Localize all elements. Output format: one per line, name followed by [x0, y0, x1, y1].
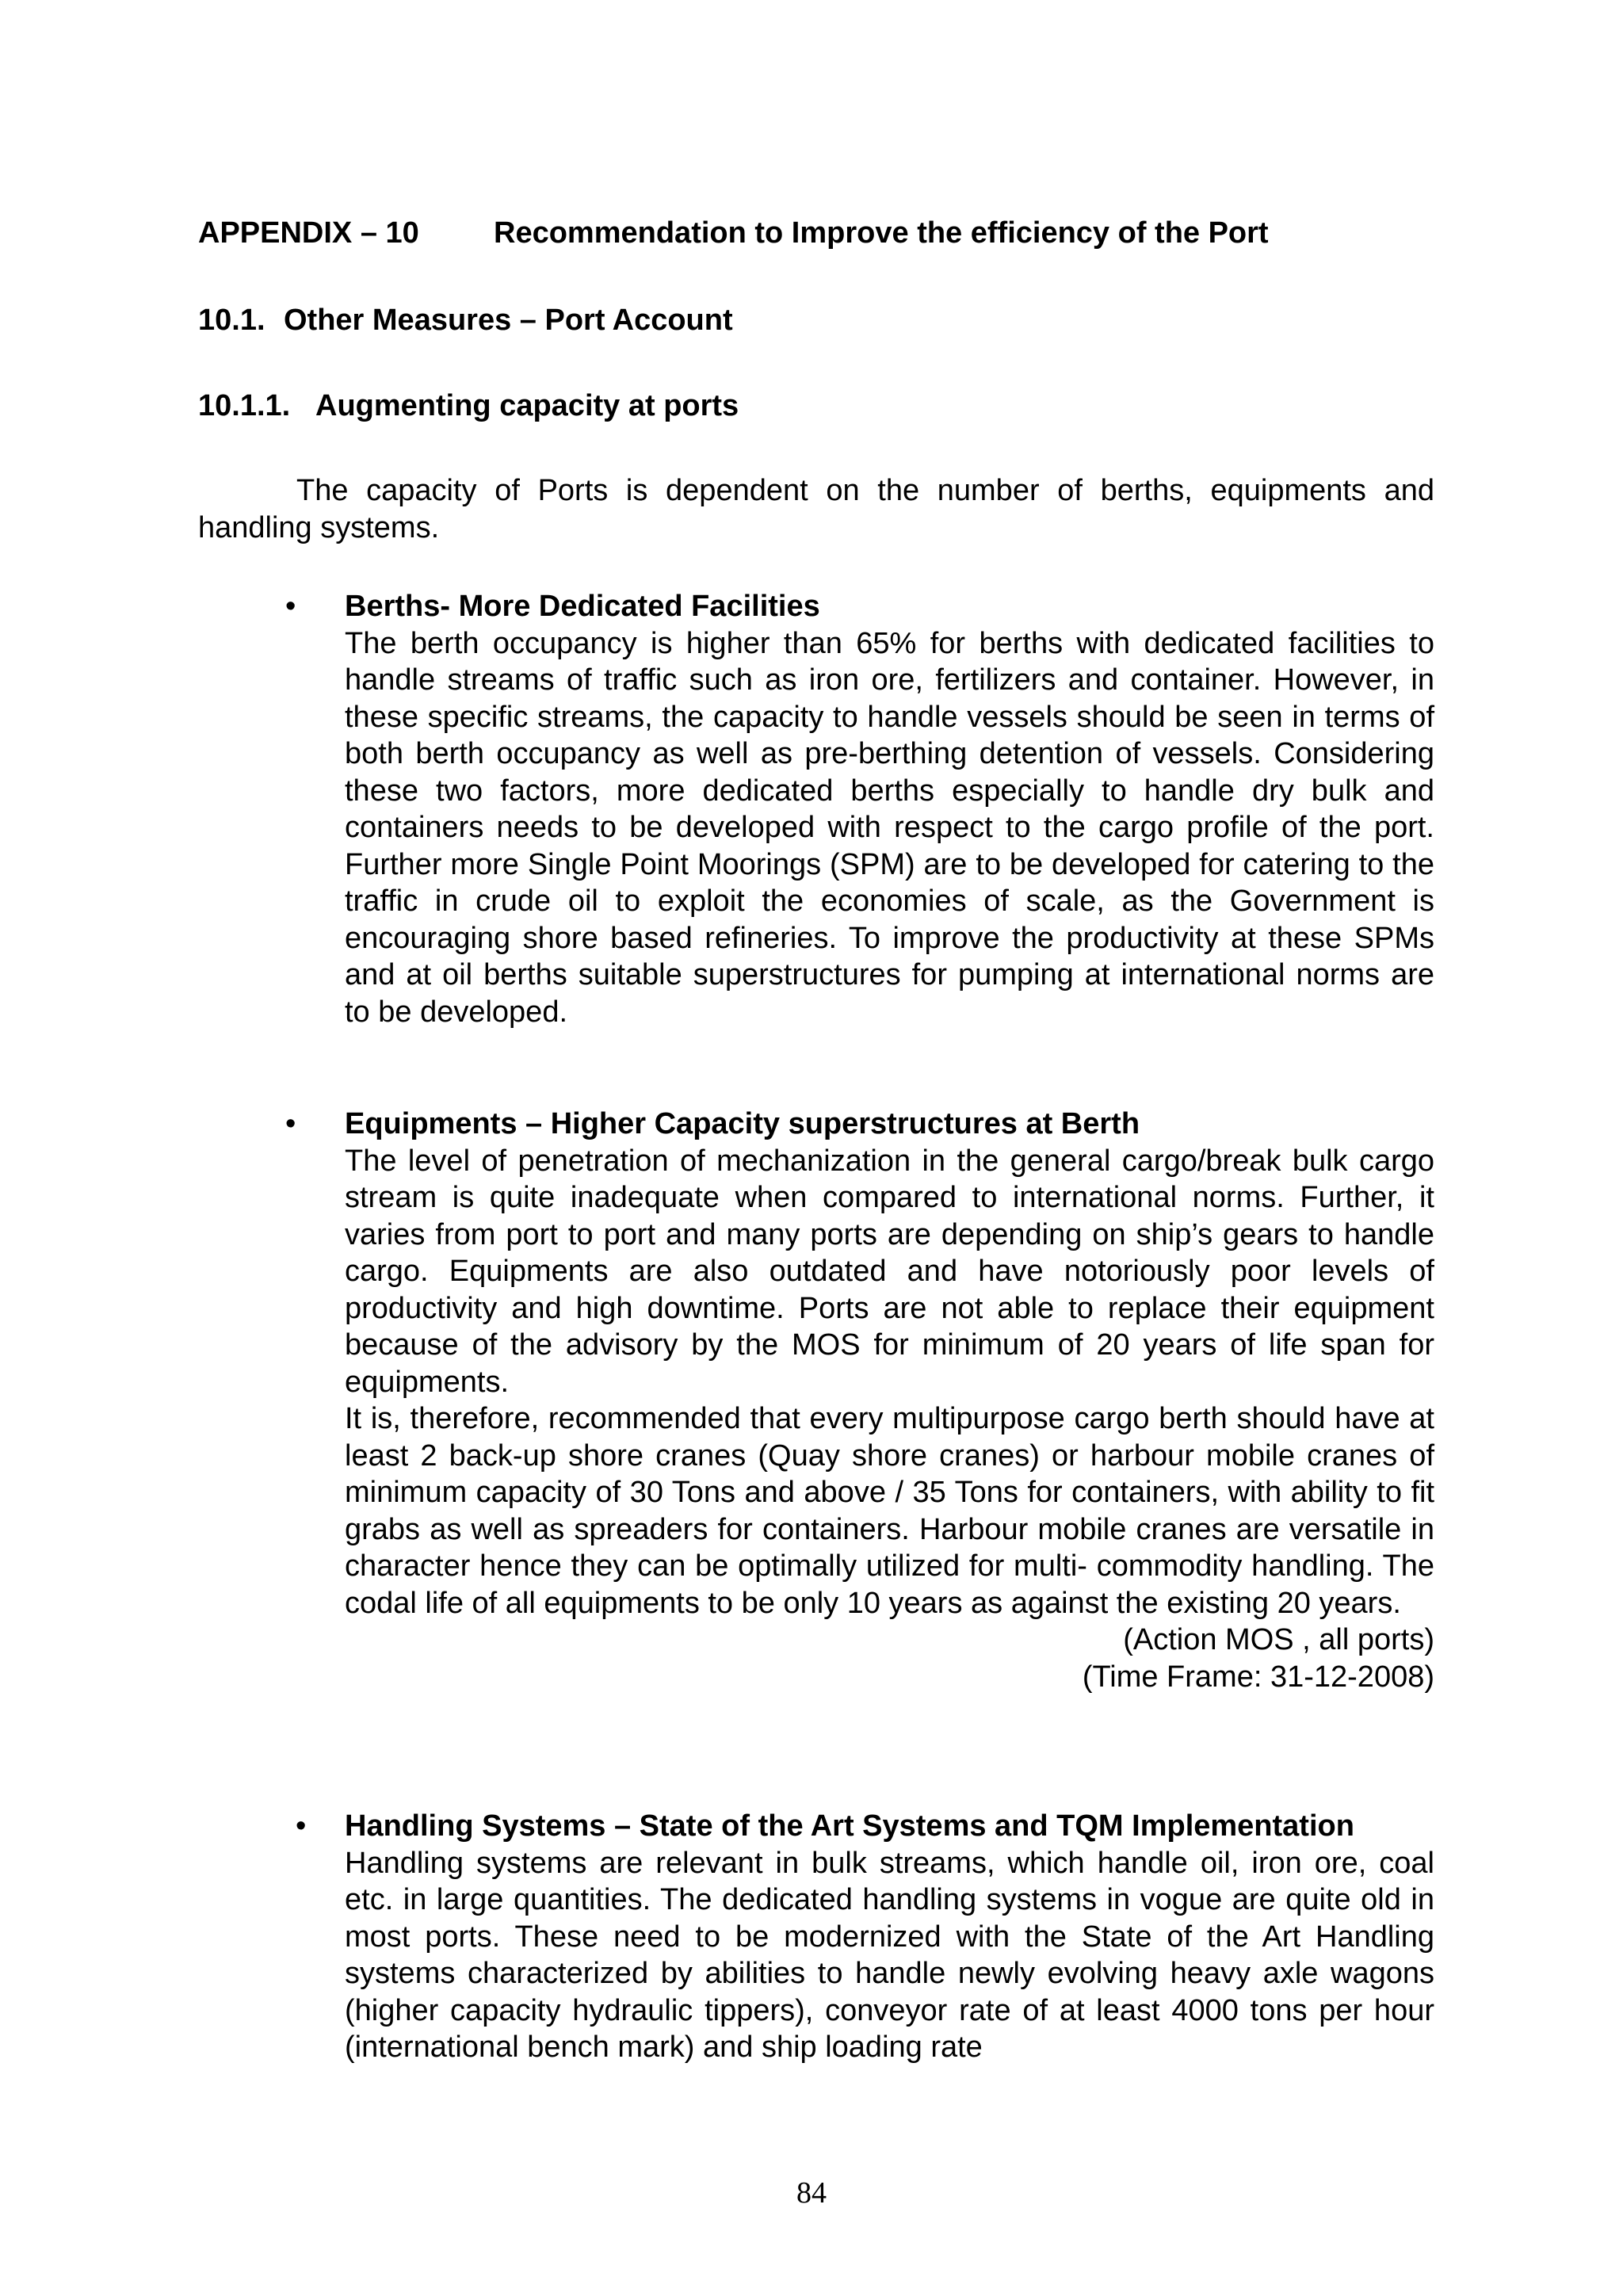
bullet-equipments: [285, 1106, 1434, 1695]
intro-paragraph: The capacity of Ports is dependent on the number of berths, equipments and handling systems.: [198, 474, 1434, 544]
section-number: 10.1.: [198, 304, 265, 337]
action-note: (Action MOS , all ports): [1123, 1623, 1434, 1656]
section-title: Other Measures – Port Account: [284, 304, 733, 337]
bullet-text-recommendation: It is, therefore, recommended that every multipurpose cargo berth should have at least 2 back-up shore cranes (Quay shore cranes) or harbour mobile cranes of minimum capacity of 30 Tons and above / 35 Tons for containers, with ability to fit grabs as well as spreaders for containers. Harbour mobile cranes are versatile in character hence they can be optimally utilized for multi- commodity handling. The codal life of all equipments to be only 10 years as against the existing 20 years.: [345, 1402, 1434, 1620]
appendix-heading: [198, 214, 1269, 252]
bullet-title: Berths- More Dedicated Facilities: [345, 590, 820, 623]
bullet-icon: •: [296, 1809, 307, 1843]
bullet-title: Handling Systems – State of the Art Systems and TQM Implementation: [345, 1809, 1354, 1843]
bullet-icon: •: [285, 590, 296, 623]
timeframe-note: (Time Frame: 31-12-2008): [1082, 1660, 1434, 1694]
bullet-handling-systems: [296, 1808, 1434, 2066]
bullet-icon: •: [285, 1107, 296, 1140]
subsection-number: 10.1.1.: [198, 389, 291, 422]
appendix-title: Recommendation to Improve the efficiency of the Port: [494, 216, 1269, 250]
bullet-text: The berth occupancy is higher than 65% for berths with dedicated facilities to handle streams of traffic such as iron ore, fertilizers and container. However, in these specific streams, the capacity to handle vessels should be seen in terms of both berth occupancy as well as pre-berthing detention of vessels. Considering these two factors, more dedicated berths especially to handle dry bulk and containers needs to be developed with respect to the cargo profile of the port. Further more Single Point Moorings (SPM) are to be developed for catering to the traffic in crude oil to exploit the economies of scale, as the Government is encouraging shore based refineries. To improve the productivity at these SPMs and at oil berths suitable superstructures for pumping at international norms are to be developed.: [345, 626, 1434, 1029]
bullet-title: Equipments – Higher Capacity superstructures at Berth: [345, 1107, 1140, 1140]
page-number: 84: [796, 2176, 827, 2210]
bullet-text: The level of penetration of mechanization in the general cargo/break bulk cargo stream is quite inadequate when compared to international norms. Further, it varies from port to port and many ports are depending on ship’s gears to handle cargo. Equipments are also outdated and have notoriously poor levels of productivity and high downtime. Ports are not able to replace their equipment because of the advisory by the MOS for minimum of 20 years of life span for equipments.: [345, 1144, 1434, 1399]
bullet-berths: [285, 588, 1434, 1030]
bullet-text: Handling systems are relevant in bulk streams, which handle oil, iron ore, coal etc. in large quantities. The dedicated handling systems in vogue are quite old in most ports. These need to be modernized with the State of the Art Handling systems characterized by abilities to handle newly evolving heavy axle wagons (higher capacity hydraulic tippers), conveyor rate of at least 4000 tons per hour (international bench mark) and ship loading rate: [345, 1846, 1434, 2064]
subsection-title: Augmenting capacity at ports: [315, 389, 739, 422]
appendix-label: APPENDIX – 10: [198, 216, 419, 250]
section-heading: [198, 301, 733, 339]
subsection-heading: [198, 387, 739, 425]
